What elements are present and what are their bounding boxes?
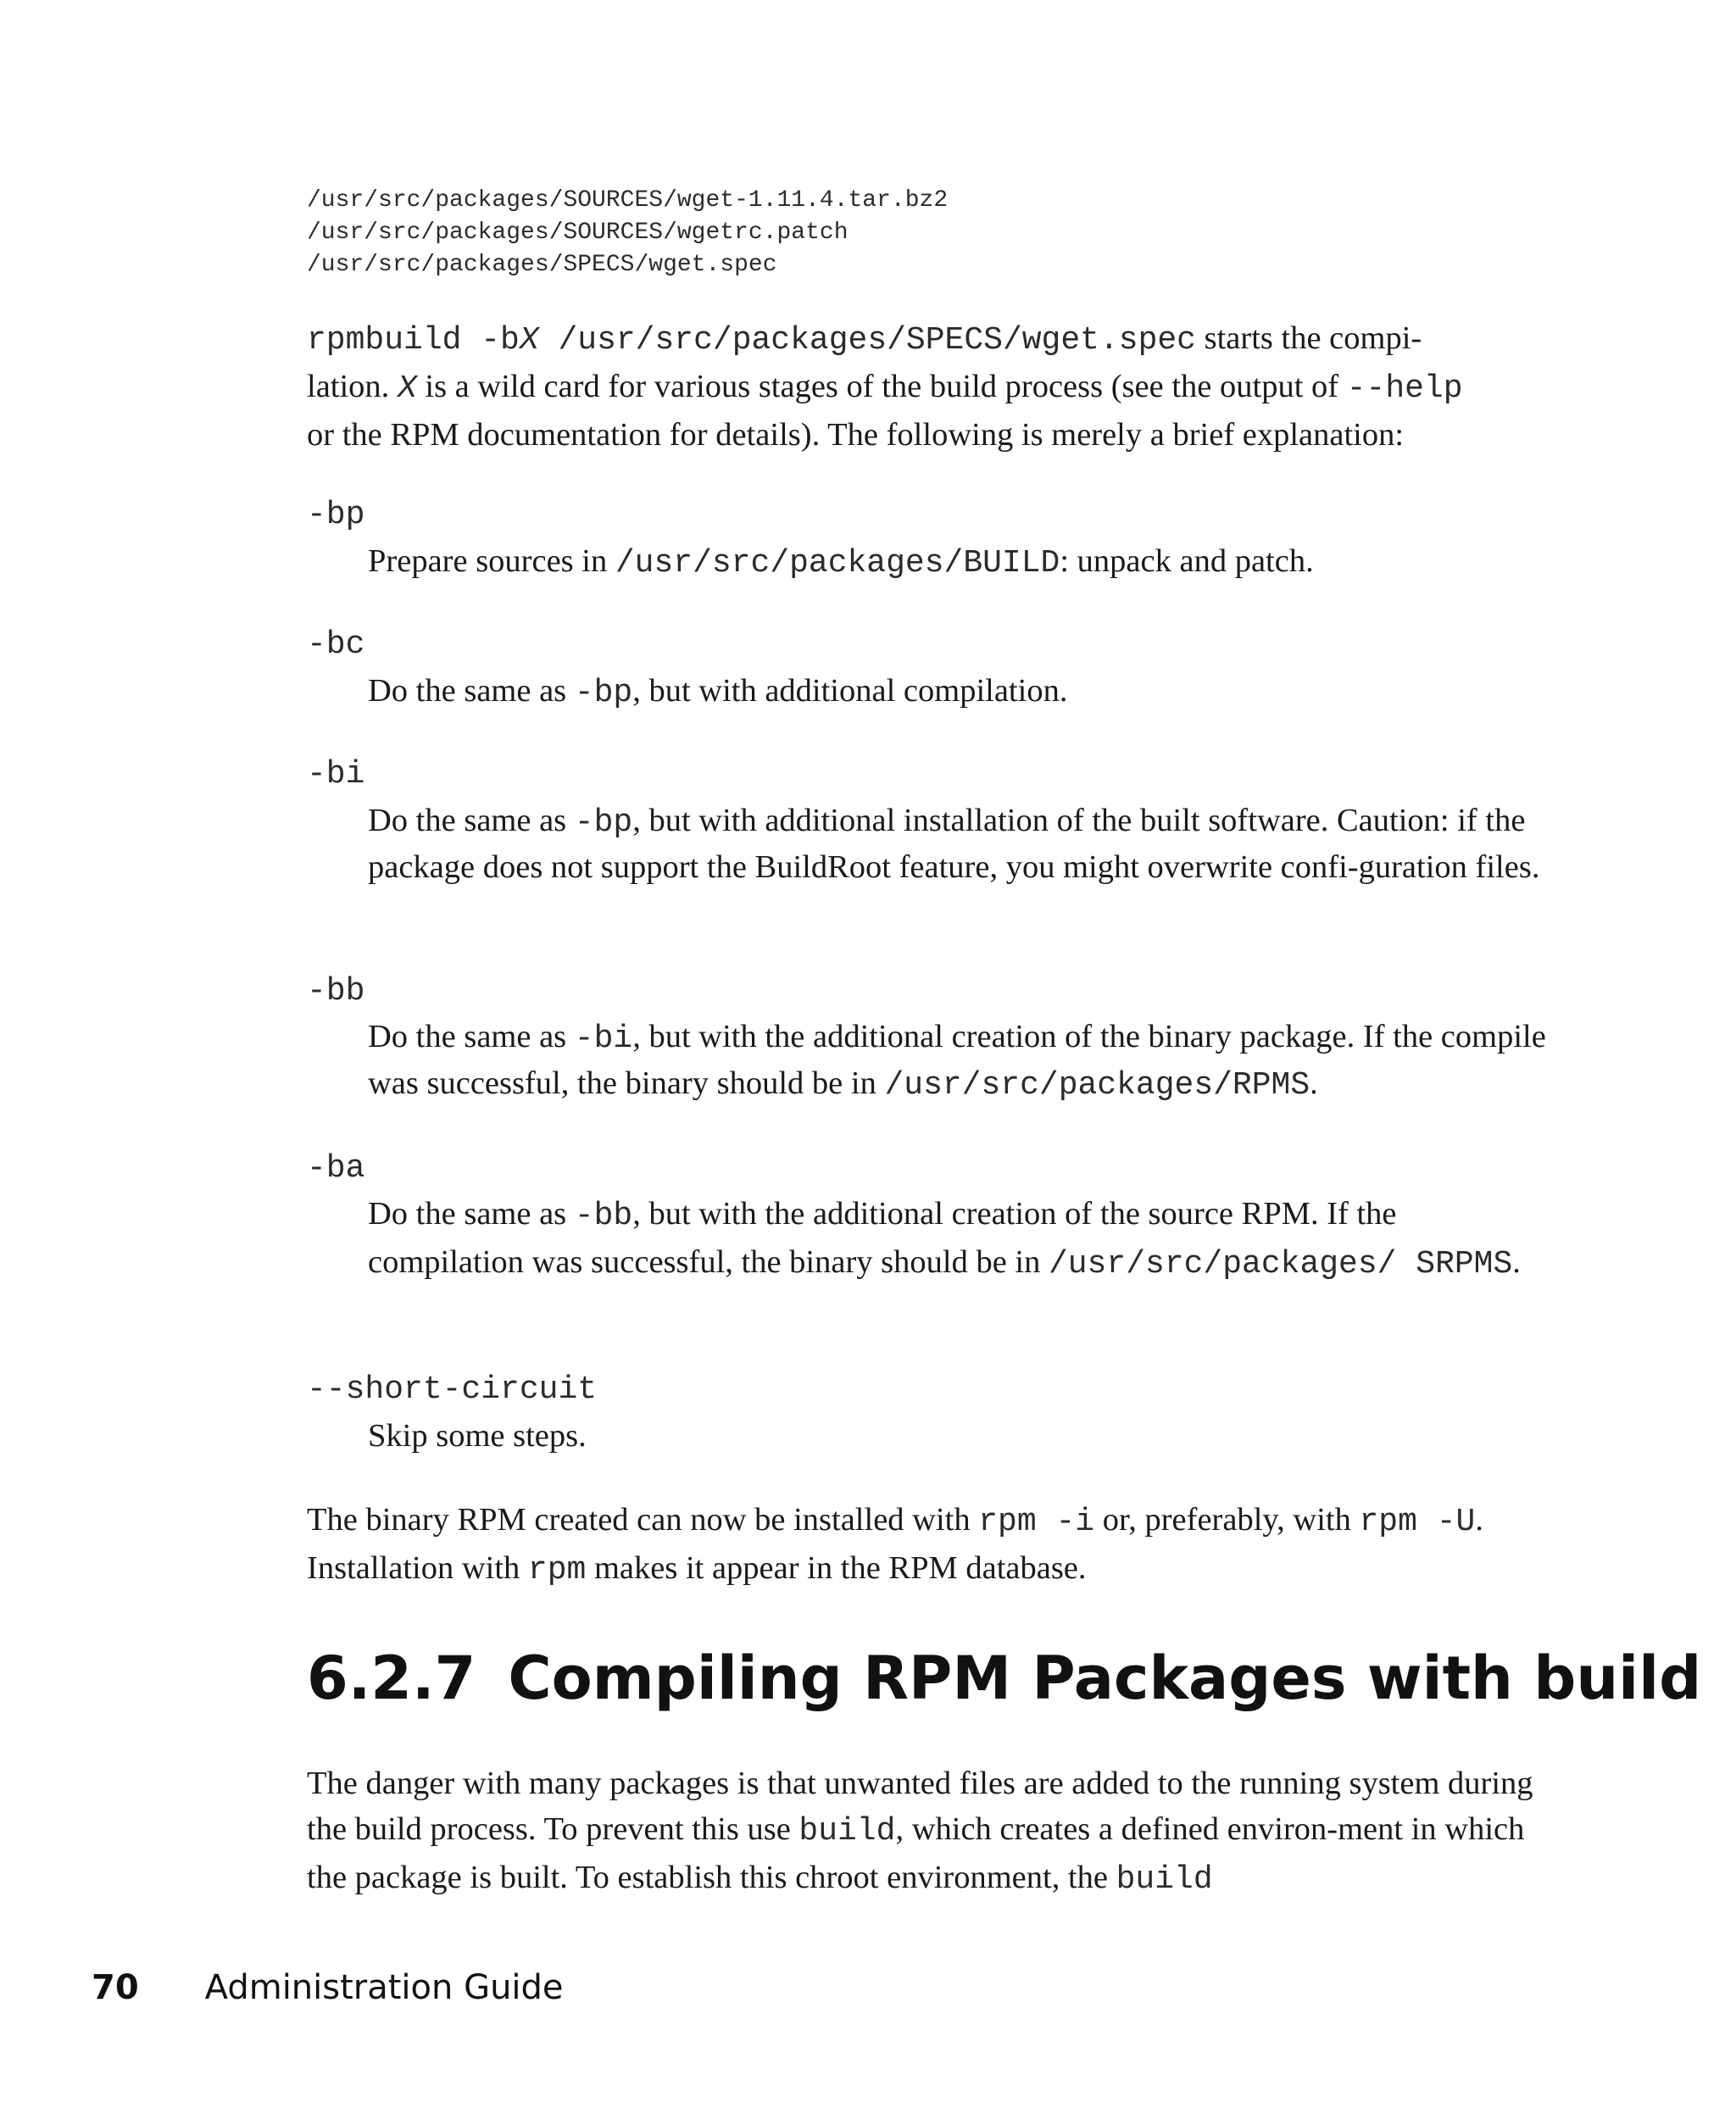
wildcard-var: X [397,370,417,407]
code-listing [307,185,1578,281]
section-heading [307,1640,1701,1716]
code-line: /usr/src/packages/SPECS/wget.spec [307,252,777,278]
section-title: Compiling RPM Packages with build [508,1644,1702,1713]
option-term-bi: -bi [307,756,365,793]
rpmbuild-command: rpmbuild -bX /usr/src/packages/SPECS/wget.spec [307,322,1196,359]
code-line: /usr/src/packages/SOURCES/wget-1.11.4.tar.bz2 [307,187,949,214]
intro-line-1: rpmbuild -bX /usr/src/packages/SPECS/wget.spec starts the compi- [307,320,1422,359]
intro-line-3: or the RPM documentation for details). The following is merely a brief explanation: [307,417,1405,453]
page-footer [92,1966,564,2009]
option-desc-bi: Do the same as -bp, but with additional installation of the built software. Caution: if the package does not support the BuildRoot feature, you might overwrite confi-guration files. [368,803,1540,885]
help-option: --help [1346,370,1463,407]
option-desc-short-circuit: Skip some steps. [368,1418,587,1454]
option-desc-bb: Do the same as -bi, but with the additional creation of the binary package. If the compile was successful, the binary should be in /usr/src/packages/RPMS. [368,1019,1546,1104]
intro-paragraph [307,315,1544,458]
section-number: 6.2.7 [307,1644,476,1713]
build-paragraph: The danger with many packages is that unwanted files are added to the running system during the build process. To prevent this use build, which creates a defined environ-ment in which the package is built. To establish this chroot environment, the build [307,1766,1533,1898]
option-term-bp: -bp [307,497,365,533]
book-title: Administration Guide [204,1968,564,2007]
intro-line-2: lation. X is a wild card for various stages of the build process (see the output of --help [307,369,1463,407]
option-term-bb: -bb [307,973,365,1010]
option-desc-bc: Do the same as -bp, but with additional compilation. [368,673,1068,711]
option-desc-ba: Do the same as -bb, but with the additional creation of the source RPM. If the compilation was successful, the binary should be in /usr/src/packages/ SRPMS. [368,1196,1521,1282]
page-number: 70 [92,1968,139,2007]
install-paragraph: The binary RPM created can now be installed with rpm -i or, preferably, with rpm -U. Installation with rpm makes it appear in the RPM database. [307,1502,1483,1588]
code-line: /usr/src/packages/SOURCES/wgetrc.patch [307,220,849,246]
option-term-ba: -ba [307,1150,365,1187]
option-desc-bp: Prepare sources in /usr/src/packages/BUILD: unpack and patch. [368,543,1314,581]
option-term-short-circuit: --short-circuit [307,1371,598,1408]
option-term-bc: -bc [307,626,365,663]
